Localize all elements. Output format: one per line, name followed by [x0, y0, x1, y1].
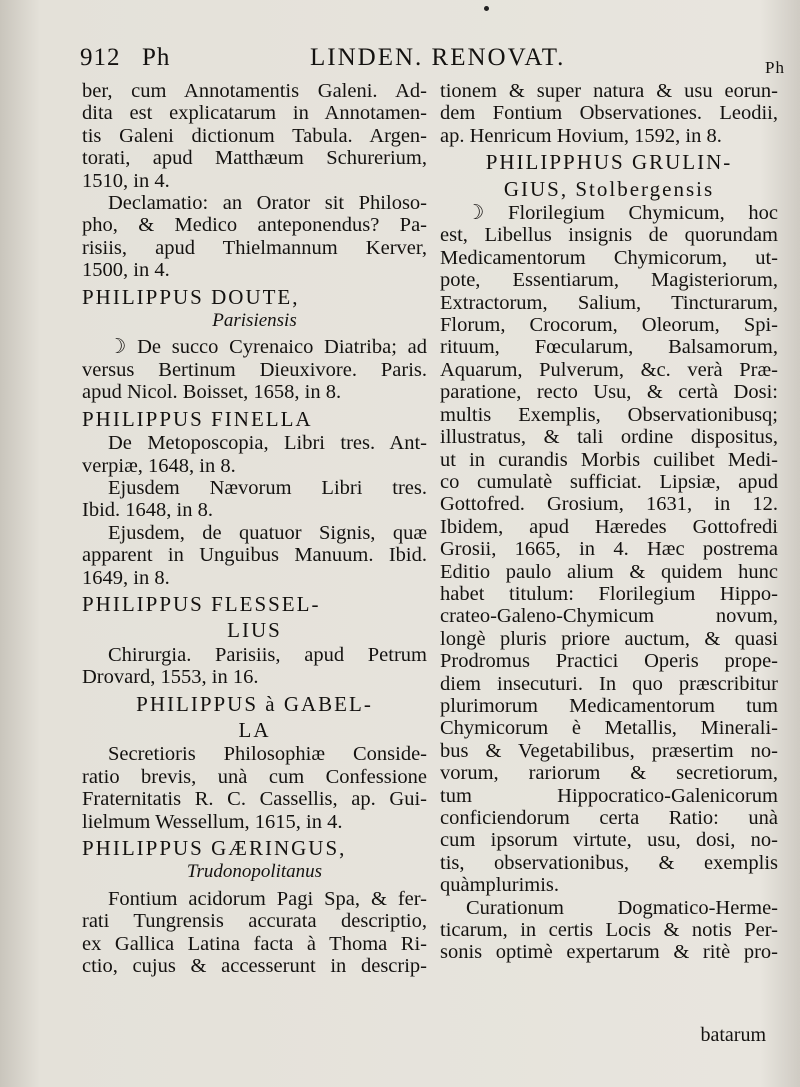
author-origin: Parisiensis — [212, 310, 297, 332]
text-line: diem insecuturi. In quo præscribitur — [440, 672, 778, 695]
text-line-end: 1510, in 4. — [82, 169, 170, 192]
ink-dot — [484, 6, 489, 11]
text-line: pho, & Medico anteponendus? Pa- — [82, 214, 427, 237]
entry-first-line: Ejusdem Nævorum Libri tres. — [108, 476, 427, 499]
author-origin: Trudonopolitanus — [186, 861, 323, 883]
page-number: 912 — [80, 44, 121, 71]
author-heading: LIUS — [227, 618, 282, 643]
text-line-end: Ibid. 1648, in 8. — [82, 499, 213, 522]
text-line: ratio brevis, unà cum Confessione — [82, 765, 427, 788]
text-line: tis Galeni dictionum Tabula. Argen- — [82, 124, 427, 147]
text-line: crateo-Galeno-Chymicum novum, — [440, 605, 778, 628]
text-line: Medicamentorum Chymicorum, ut- — [440, 246, 778, 269]
right-column — [440, 80, 778, 964]
text-line: risiis, apud Thielmannum Kerver, — [82, 236, 427, 259]
text-line: sonis optimè expertarum & ritè pro- — [440, 941, 778, 964]
text-line: pote, Essentiarum, Magisteriorum, — [440, 269, 778, 292]
text-line: dem Fontium Observationes. Leodii, — [440, 102, 778, 125]
text-line: conficiendorum certa Ratio: unà — [440, 807, 778, 829]
entry-first-line: ☽ De succo Cyrenaico Diatriba; ad — [108, 336, 427, 359]
text-line: tionem & super natura & usu eorun- — [440, 80, 778, 102]
entry-first-line: Fontium acidorum Pagi Spa, & fer- — [108, 887, 427, 910]
author-heading: PHILIPPUS à GABEL- — [136, 691, 373, 716]
text-line: Aquarum, Pulverum, &c. verà Præ- — [440, 358, 778, 381]
running-title: LINDEN. RENOVAT. — [310, 44, 566, 71]
author-heading: PHILIPPHUS GRULIN- — [485, 150, 733, 175]
entry-first-line: Ejusdem, de quatuor Signis, quæ — [108, 521, 427, 544]
left-column — [82, 80, 427, 977]
text-line-end: 1649, in 8. — [82, 566, 170, 589]
text-line: Prodromus Practici Operis prope- — [440, 650, 778, 673]
text-line-end: ap. Henricum Hovium, 1592, in 8. — [440, 124, 722, 147]
text-line: illustratus, & tali ordine dispositus, — [440, 426, 778, 449]
text-line: plurimorum Medicamentorum tum — [440, 694, 778, 717]
text-line-end: Drovard, 1553, in 16. — [82, 666, 259, 689]
text-line: bus & Vegetabilibus, præsertim no- — [440, 739, 778, 762]
section-letters: Ph — [142, 44, 171, 71]
author-heading: PHILIPPUS GÆRINGUS, — [82, 836, 347, 860]
entry-first-line: ☽ Florilegium Chymicum, hoc — [466, 202, 778, 225]
author-heading: PHILIPPUS FINELLA — [82, 406, 313, 431]
entry-first-line: Declamatio: an Orator sit Philoso- — [108, 192, 427, 215]
text-line: longè pluris priore auctum, & quasi — [440, 627, 778, 650]
text-line: ex Gallica Latina facta à Thoma Ri- — [82, 932, 427, 955]
text-line: ber, cum Annotamentis Galeni. Ad- — [82, 80, 427, 102]
text-line: rituum, Fœcularum, Balsamorum, — [440, 336, 778, 359]
text-line: rati Tungrensis accurata descriptio, — [82, 910, 427, 933]
running-header — [80, 44, 785, 78]
text-line-end: apud Nicol. Boisset, 1658, in 8. — [82, 381, 342, 404]
catchword: batarum — [700, 1024, 766, 1046]
author-heading: PHILIPPUS DOUTE, — [82, 284, 300, 309]
text-line: tum Hippocratico-Galenicorum — [440, 784, 778, 807]
author-heading: LA — [238, 717, 271, 742]
right-section-marker: Ph — [765, 58, 785, 77]
text-line: versus Bertinum Dieuxivore. Paris. — [82, 358, 427, 381]
text-line: ticarum, in certis Locis & notis Per- — [440, 919, 778, 942]
text-line: Grosii, 1665, in 4. Hæc postrema — [440, 538, 778, 561]
text-line: multis Exemplis, Observationibusq; — [440, 403, 778, 426]
author-heading: GIUS, Stolbergensis — [503, 176, 715, 201]
entry-first-line: Chirurgia. Parisiis, apud Petrum — [108, 643, 427, 666]
text-line: Extractorum, Salium, Tincturarum, — [440, 291, 778, 314]
entry-first-line: De Metoposcopia, Libri tres. Ant- — [108, 432, 427, 455]
text-line: paratione, recto Usu, & certà Dosi: — [440, 381, 778, 404]
text-line: ctio, cujus & accesserunt in descrip- — [82, 955, 427, 978]
text-line: apparent in Unguibus Manuum. Ibid. — [82, 544, 427, 567]
text-line: co cumulatè sufficiat. Lipsiæ, apud — [440, 470, 778, 493]
text-line: cum ipsorum virtute, usu, dosi, no- — [440, 829, 778, 852]
text-line: vorum, rariorum & secretiorum, — [440, 762, 778, 785]
text-line: tis, observationibus, & exemplis — [440, 851, 778, 874]
text-line: Ibidem, apud Hæredes Gottofredi — [440, 515, 778, 538]
text-line: torati, apud Matthæum Schurerium, — [82, 147, 427, 170]
text-line: Gottofred. Grosium, 1631, in 12. — [440, 493, 778, 516]
text-line: ut in curandis Morbis cuilibet Medi- — [440, 448, 778, 471]
text-line: Editio paulo alium & quidem hunc — [440, 560, 778, 583]
entry-first-line: Curationum Dogmatico-Herme- — [466, 896, 778, 919]
text-line-end: 1500, in 4. — [82, 259, 170, 282]
text-line-end: lielmum Wessellum, 1615, in 4. — [82, 810, 343, 833]
text-line: Chymicorum è Metallis, Minerali- — [440, 717, 778, 740]
text-line: dita est explicatarum in Annotamen- — [82, 102, 427, 125]
text-line: habet titulum: Florilegium Hippo- — [440, 582, 778, 605]
text-line: Florum, Crocorum, Oleorum, Spi- — [440, 314, 778, 337]
text-line: Fraternitatis R. C. Cassellis, ap. Gui- — [82, 788, 427, 811]
text-line: est, Libellus insignis de quorundam — [440, 224, 778, 247]
author-heading: PHILIPPUS FLESSEL- — [82, 591, 321, 616]
text-line-end: quàmplurimis. — [440, 874, 560, 897]
entry-first-line: Secretioris Philosophiæ Conside- — [108, 743, 427, 766]
text-line-end: verpiæ, 1648, in 8. — [82, 454, 236, 477]
